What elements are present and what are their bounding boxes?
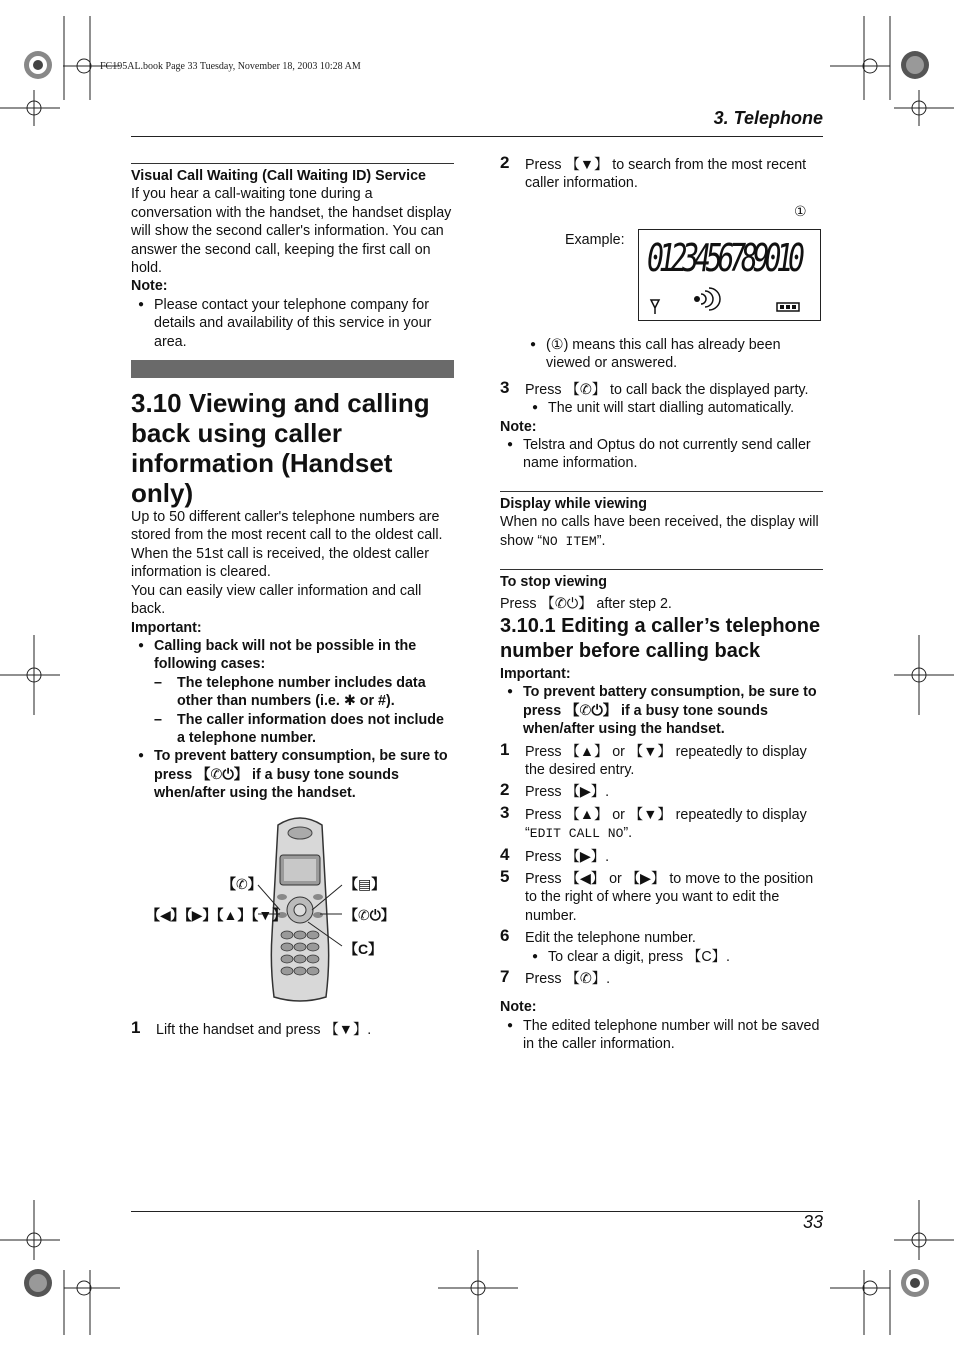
antenna-icon: [651, 300, 659, 314]
step-item: 1 Press 【▲】 or 【▼】 repeatedly to display the desired entry.: [500, 739, 807, 778]
edit-steps-list: [500, 739, 823, 989]
step-item: 6 Edit the telephone number. ● To clear a digit, press 【C】.: [500, 929, 823, 966]
subsection-title: 3.10.1 Editing a caller’s telephone number before calling back: [500, 614, 821, 663]
display-while-viewing-heading: Display while viewing: [500, 491, 823, 513]
step-item: 3 Press 【▲】 or 【▼】 repeatedly to display “EDIT CALL NO”.: [500, 802, 807, 842]
right-column-main: [500, 336, 823, 1054]
note-item: ● The edited telephone number will not be saved in the caller information.: [500, 1017, 823, 1054]
important-item-1: ● Calling back will not be possible in the following cases:: [131, 637, 454, 674]
vcw-note-item: ● Please contact your telephone company for details and availability of this service in your area.: [131, 296, 454, 351]
note-label: Note:: [500, 418, 537, 435]
signal-icon: [701, 288, 720, 310]
important-item: ● To prevent battery consumption, be sure to press 【✆⏻】 if a busy tone sounds when/after using the handset.: [500, 683, 823, 738]
section-title: 3.10 Viewing and calling back using caller information (Handset only): [131, 388, 430, 509]
step-subitem: ● To clear a digit, press 【C】.: [525, 948, 823, 966]
step-item: 7 Press 【✆】.: [500, 966, 611, 987]
step-item: 4 Press 【▶】.: [500, 844, 610, 865]
important-subitem-b: – The caller information does not include a telephone number.: [131, 711, 454, 748]
intro-paragraph-1: Up to 50 different caller's telephone numbers are stored from the most recent call to the oldest call. When the 51st call is received, the oldest caller information is cleared.: [131, 509, 443, 581]
navigator-keys-label: 【◀】【▶】【▲】【▼】: [146, 907, 287, 923]
registration-mark-icon: [895, 1263, 935, 1303]
left-column: [131, 163, 454, 803]
step-subitem: ● The unit will start dialling automatically.: [525, 399, 823, 417]
section-bar: [131, 360, 454, 378]
display-while-viewing-body: When no calls have been received, the display will show “NO ITEM”.: [500, 514, 819, 549]
registration-mark-icon: [18, 45, 58, 85]
important-item-2: ● To prevent battery consumption, be sure to press 【✆⏻】 if a busy tone sounds when/after using the handset.: [131, 747, 454, 802]
registration-mark-icon: [18, 1263, 58, 1303]
step-item: 5 Press 【◀】 or 【▶】 to move to the position to the right of where you want to edit the number.: [500, 866, 814, 924]
clear-key-label: 【C】: [344, 941, 383, 957]
off-key-label: 【✆⏻】: [344, 907, 395, 923]
visual-call-waiting-heading: Visual Call Waiting (Call Waiting ID) Service: [131, 163, 454, 185]
step-number: 1: [131, 1018, 141, 1037]
file-info-line: FC195AL.book Page 33 Tuesday, November 18, 2003 10:28 AM: [100, 61, 361, 72]
note-label: Note:: [500, 999, 537, 1016]
page-number: 33: [802, 1212, 823, 1232]
visual-call-waiting-body: If you hear a call-waiting tone during a conversation with the handset, the handset display will show the second caller's information. You can answer the second call, keeping the first call on hold.: [131, 186, 452, 277]
footer-rule: [131, 1211, 823, 1212]
step-number: 3: [500, 377, 510, 397]
stop-viewing-heading: To stop viewing: [500, 569, 823, 591]
lcd-display: [638, 229, 821, 321]
step-number: 2: [500, 153, 510, 172]
important-label: Important:: [131, 619, 202, 636]
note-item: ● Telstra and Optus do not currently send caller name information.: [500, 436, 823, 473]
registration-mark-icon: [895, 45, 935, 85]
step-text: Press 【▼】 to search from the most recent caller information.: [525, 157, 807, 192]
callout-explanation: ● (①) means this call has already been viewed or answered.: [523, 336, 823, 373]
stop-viewing-body: Press 【✆⏻】 after step 2.: [500, 596, 672, 613]
menu-key-label: 【▤】: [344, 876, 386, 892]
intro-paragraph-2: You can easily view caller information and call back.: [131, 582, 422, 618]
talk-key-label: 【✆】: [222, 876, 262, 892]
important-label: Important:: [500, 665, 571, 682]
important-subitem-a: – The telephone number includes data other than numbers (i.e. ✱ or #).: [131, 674, 454, 711]
left-step-1: [131, 1017, 454, 1039]
lcd-number: 0123456789010: [647, 236, 800, 280]
right-column-top: [500, 152, 823, 193]
callout-marker: ①: [794, 203, 807, 219]
step-text: Press 【✆】 to call back the displayed party.: [525, 381, 809, 398]
example-label: Example:: [565, 232, 625, 248]
step-item: 2 Press 【▶】.: [500, 780, 610, 801]
step-text: Lift the handset and press 【▼】.: [156, 1022, 372, 1038]
header-rule: [131, 136, 823, 137]
note-label: Note:: [131, 278, 168, 295]
chapter-title: 3. Telephone: [713, 108, 823, 128]
